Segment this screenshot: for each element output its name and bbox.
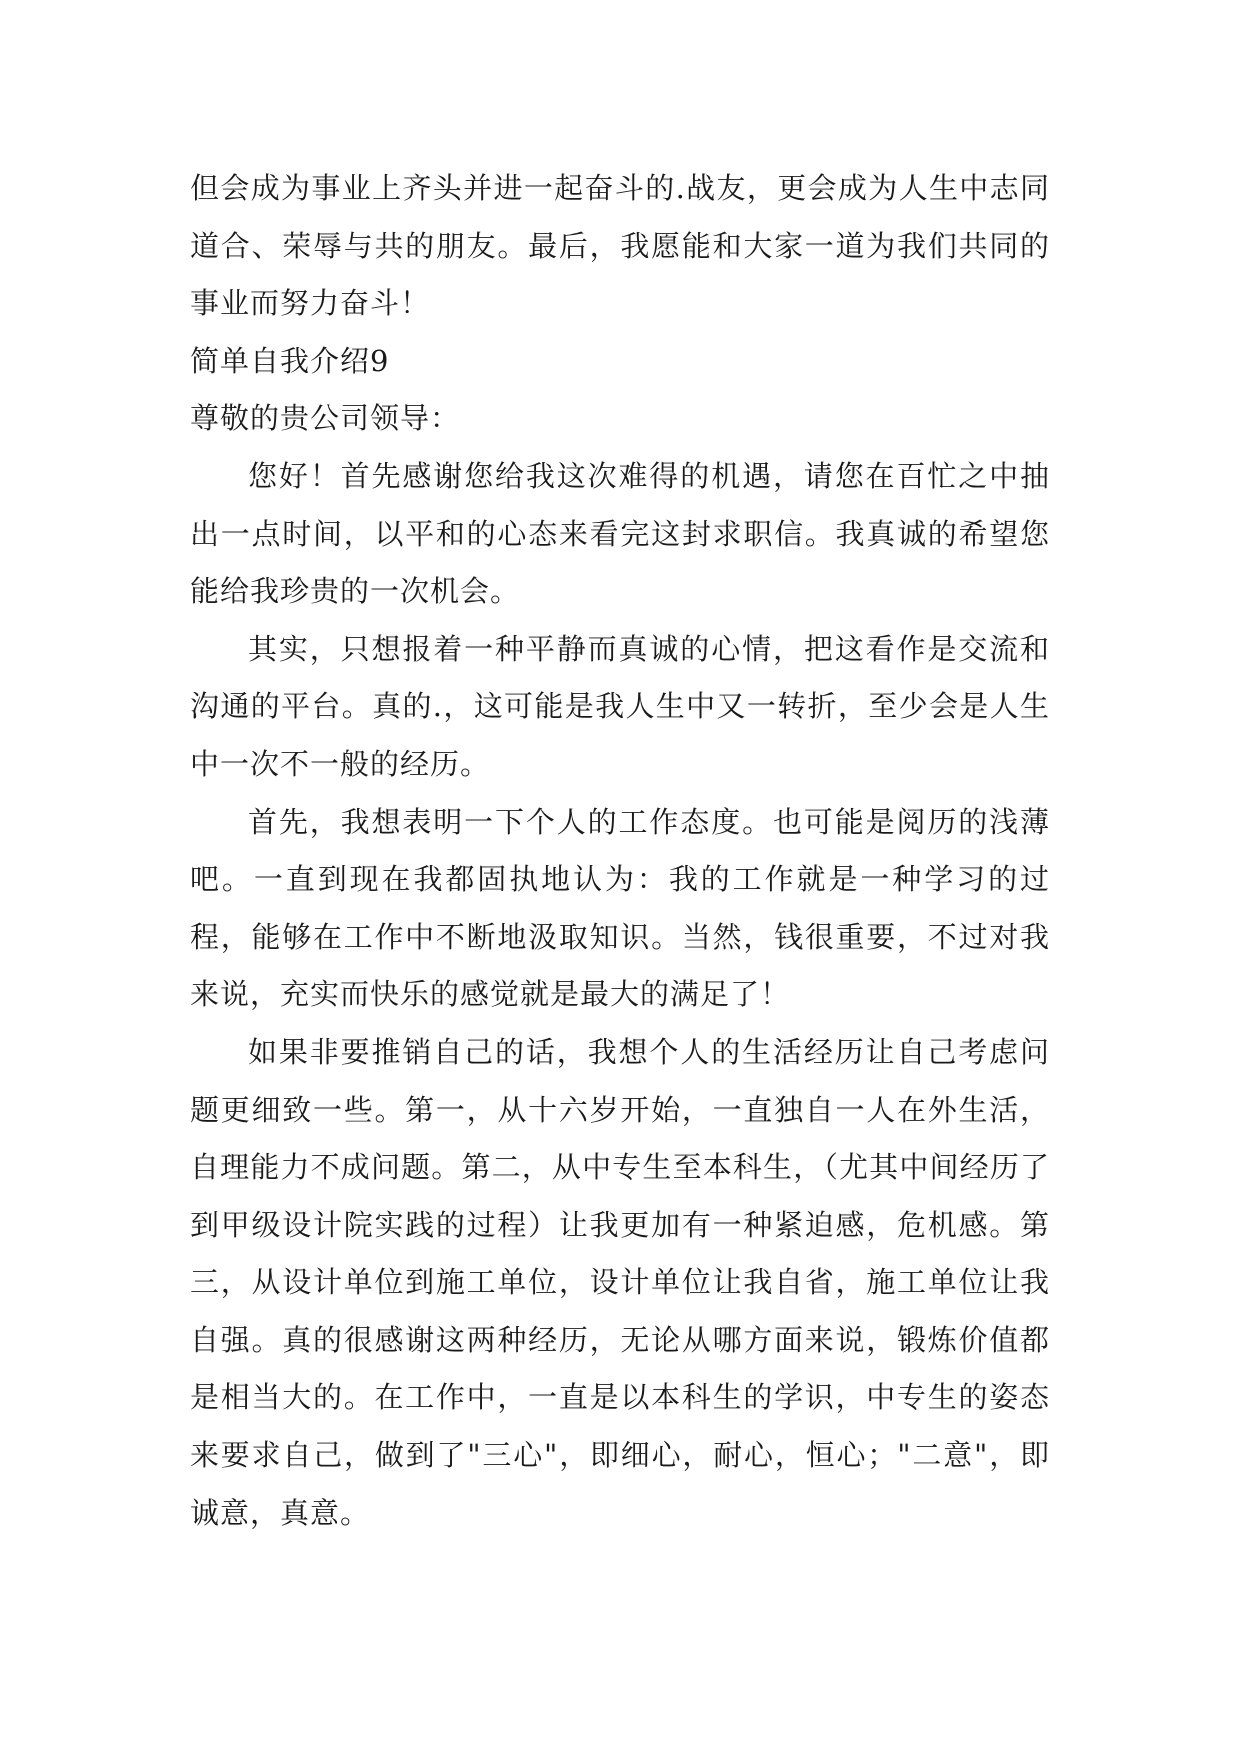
paragraph-intent: 其实，只想报着一种平静而真诚的心情，把这看作是交流和沟通的平台。真的.，这可能是我人生中又一转折，至少会是人生中一次不一般的经历。	[190, 631, 1050, 781]
paragraph-experience: 如果非要推销自己的话，我想个人的生活经历让自己考虑问题更细致一些。第一，从十六岁开始，一直独自一人在外生活，自理能力不成问题。第二，从中专生至本科生，（尤其中间经历了到甲级设计院实践的过程）让我更加有一种紧迫感，危机感。第三，从设计单位到施工单位，设计单位让我自省，施工单位让我自强。真的很感谢这两种经历，无论从哪方面来说，锻炼价值都是相当大的。在工作中，一直是以本科生的学识，中专生的姿态来要求自己，做到了"三心"，即细心，耐心，恒心；"二意"，即诚意，真意。	[190, 1034, 1050, 1530]
paragraph-closing: 但会成为事业上齐头并进一起奋斗的.战友，更会成为人生中志同道合、荣辱与共的朋友。最后，我愿能和大家一道为我们共同的事业而努力奋斗！	[190, 171, 1050, 321]
salutation: 尊敬的贵公司领导：	[190, 401, 461, 436]
section-heading: 简单自我介绍9	[190, 343, 390, 378]
paragraph-greeting: 您好！首先感谢您给我这次难得的机遇，请您在百忙之中抽出一点时间，以平和的心态来看完这封求职信。我真诚的希望您能给我珍贵的一次机会。	[190, 458, 1050, 609]
paragraph-attitude: 首先，我想表明一下个人的工作态度。也可能是阅历的浅薄吧。一直到现在我都固执地认为：我的工作就是一种学习的过程，能够在工作中不断地汲取知识。当然，钱很重要，不过对我来说，充实而快乐的感觉就是最大的满足了！	[190, 804, 1050, 1012]
document-body	[190, 160, 1050, 1542]
